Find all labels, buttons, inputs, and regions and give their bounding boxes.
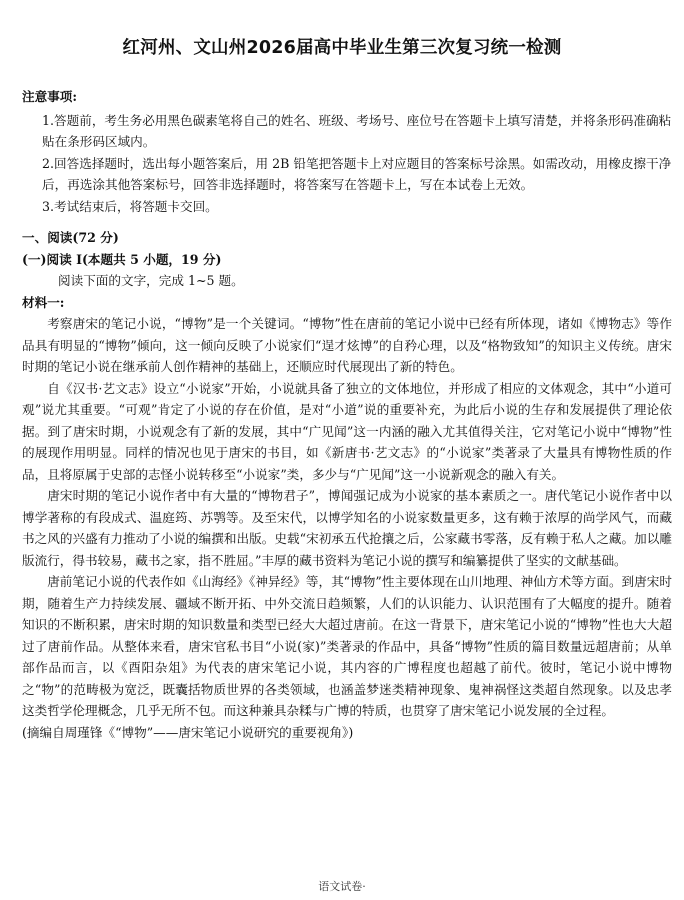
article-paragraph: 唐宋时期的笔记小说作者中有大量的“博物君子”，博闻强记成为小说家的基本素质之一。唐代笔记小说作者中以博学著称的有段成式、温庭筠、苏鹗等。及至宋代，以博学知名的小说家数量更多，这有赖于浓厚的尚学风气，而藏书之风的兴盛有力推动了小说的编撰和出版。史载“宋初承五代抢攘之后，公家藏书零落，反有赖于私人之藏。加以雕版流行，得书较易，藏书之家，指不胜屈。”丰厚的藏书资料为笔记小说的撰写和编纂提供了坚实的文献基础。: [22, 488, 672, 568]
material-label: 材料一:: [22, 294, 65, 310]
section-title: 一、阅读(72 分): [22, 230, 119, 245]
exam-title: 红河州、文山州2026届高中毕业生第三次复习统一检测: [122, 38, 562, 58]
notice-item: [42, 110, 672, 153]
notice-item-text: 考试结束后，将答题卡交回。: [54, 198, 218, 214]
notice-item-number: 1.: [42, 112, 55, 128]
article-paragraph: 自《汉书·艺文志》设立“小说家”开始，小说就具备了独立的文体地位，并形成了相应的文体观念，其中“小道可观”说尤其重要。“可观”肯定了小说的存在价值，是对“小道”说的重要补充，为此后小说的生存和发展提供了理论依据。到了唐宋时期，小说观念有了新的发展，其中“广见闻”这一内涵的融入尤其值得关注，它对笔记小说中“博物”性的展现作用明显。同样的情况也见于唐宋的书目，如《新唐书·艺文志》的“小说家”类著录了大量具有博物性质的作品，且将原属于史部的志怪小说转移至“小说家”类，多少与“广见闻”这一小说新观念的融入有关。: [22, 380, 672, 482]
notice-list: [22, 110, 672, 218]
subsection-title: (一)阅读 I(本题共 5 小题，19 分): [22, 251, 222, 267]
notice-item: [42, 153, 672, 196]
exam-content: [22, 86, 672, 743]
notice-item-number: 3.: [42, 198, 55, 214]
page-footer: 语文试卷·: [318, 880, 366, 893]
spacer: [22, 217, 672, 227]
reading-instruction: 阅读下面的文字，完成 1~5 题。: [58, 273, 244, 288]
notice-item-text: 回答选择题时，选出每小题答案后，用 2B 铅笔把答题卡上对应题目的答案标号涂黑。如需改动，用橡皮擦干净后，再选涂其他答案标号，回答非选择题时，将答案写在答题卡上，写在本试卷上无效。: [42, 155, 672, 192]
notice-item-number: 2.: [42, 155, 55, 171]
notice-heading: 注意事项:: [22, 89, 78, 104]
article-source: (摘编自周瑾锋《“博物”——唐宋笔记小说研究的重要视角》): [22, 724, 354, 740]
notice-item: [42, 196, 672, 218]
article-paragraph: 考察唐宋的笔记小说，“博物”是一个关键词。“博物”性在唐前的笔记小说中已经有所体现，诸如《博物志》等作品具有明显的“博物”倾向，这一倾向反映了小说家们“逞才炫博”的自矜心理，以及“格物致知”的知识主义传统。唐宋时期的笔记小说在继承前人创作精神的基础上，还顺应时代展现出了新的特色。: [22, 316, 672, 374]
article-paragraph: 唐前笔记小说的代表作如《山海经》《神异经》等，其“博物”性主要体现在山川地理、神仙方术等方面。到唐宋时期，随着生产力持续发展、疆域不断开拓、中外交流日趋频繁，人们的认识能力、认识范围有了大幅度的提升。随着知识的不断积累，唐宋时期的知识数量和类型已经大大超过唐前。在这一背景下，唐宋笔记小说的“博物”性也大大超过了唐前作品。从整体来看，唐宋官私书目“小说(家)”类著录的作品中，具备“博物”性质的篇目数量远超唐前；从单部作品而言，以《酉阳杂俎》为代表的唐宋笔记小说，其内容的广博程度也超越了前代。彼时，笔记小说中博物之“物”的范畴极为宽泛，既囊括物质世界的各类领域，也涵盖梦迷类精神现象、鬼神祸怪这类超自然现象。以及忠孝这类哲学伦理概念，几乎无所不包。而这种兼具杂糅与广博的特质，也贯穿了唐宋笔记小说发展的全过程。: [22, 574, 672, 718]
notice-item-text: 答题前，考生务必用黑色碳素笔将自己的姓名、班级、考场号、座位号在答题卡上填写清楚，并将条形码准确粘贴在条形码区域内。: [42, 112, 672, 149]
